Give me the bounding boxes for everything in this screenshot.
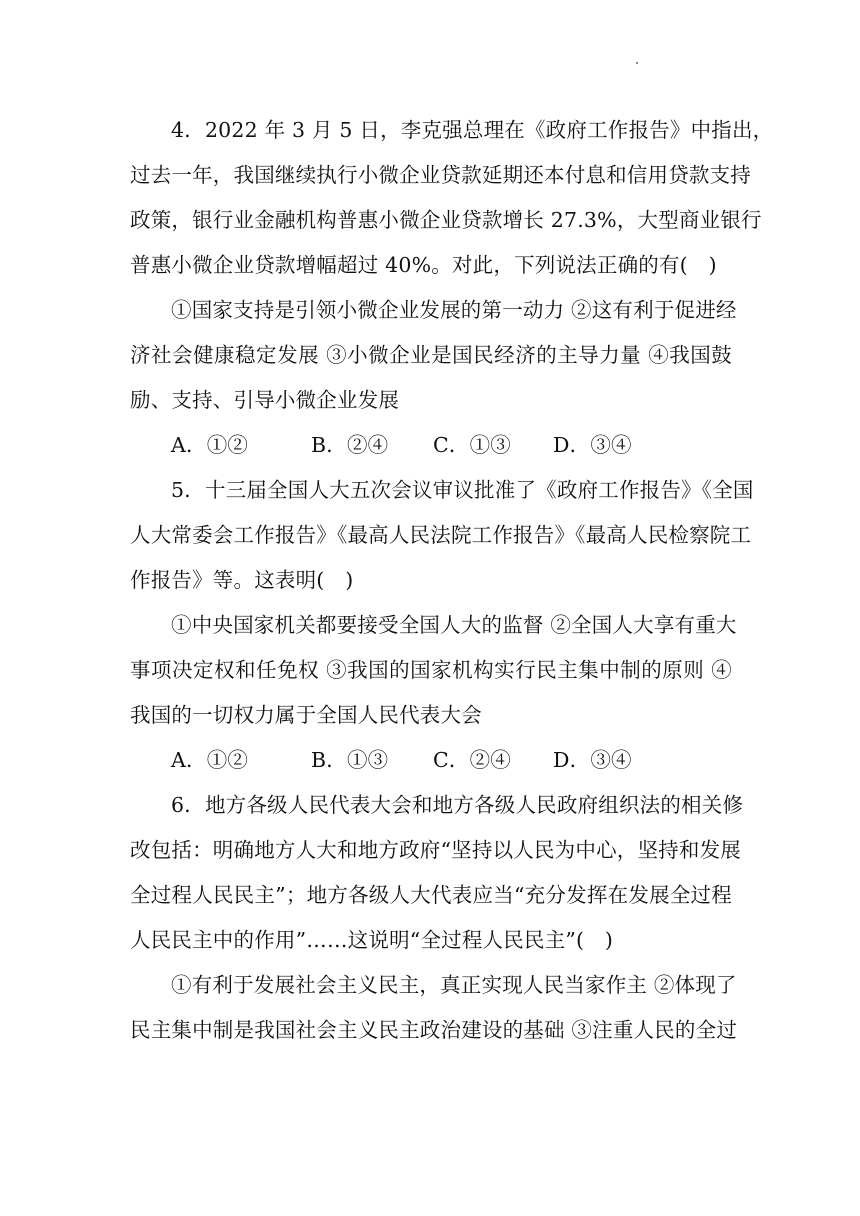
question-4-options <box>130 423 732 468</box>
question-6-stem-line-1: 6．地方各级人民代表大会和地方各级人民政府组织法的相关修 <box>171 793 744 817</box>
question-4-stem-line-1: 4．2022 年 3 月 5 日，李克强总理在《政府工作报告》中指出， <box>171 118 774 142</box>
question-5-statement-line-3: 我国的一切权力属于全国人民代表大会 <box>130 703 482 727</box>
question-5 <box>130 468 754 783</box>
question-6-stem-line-2: 改包括：明确地方人大和地方政府“坚持以人民为中心，坚持和发展 <box>130 838 741 862</box>
question-6-statement-line-2: 民主集中制是我国社会主义民主政治建设的基础 ③注重人民的全过 <box>130 1018 738 1042</box>
question-6 <box>130 783 744 1053</box>
question-4-stem-line-4: 普惠小微企业贷款增幅超过 40%。对此，下列说法正确的有( ) <box>130 253 717 277</box>
document-body <box>130 108 774 1053</box>
question-5-option-d[interactable]: D．③④ <box>553 748 632 772</box>
question-4-statement-line-3: 励、支持、引导小微企业发展 <box>130 388 400 412</box>
question-6-stem-line-3: 全过程人民民主”；地方各级人大代表应当“充分发挥在发展全过程 <box>130 883 732 907</box>
question-4-statement-line-2: 济社会健康稳定发展 ③小微企业是国民经济的主导力量 ④我国鼓 <box>130 343 732 367</box>
question-5-options <box>130 738 732 783</box>
question-6-stem-line-4: 人民民主中的作用”……这说明“全过程人民民主”( ) <box>130 928 614 952</box>
question-5-stem-line-1: 5．十三届全国人大五次会议审议批准了《政府工作报告》《全国 <box>171 478 754 502</box>
question-5-statement-line-2: 事项决定权和任免权 ③我国的国家机构实行民主集中制的原则 ④ <box>130 658 732 682</box>
question-5-stem-line-2: 人大常委会工作报告》《最高人民法院工作报告》《最高人民检察院工 <box>130 523 752 547</box>
question-4-option-a[interactable]: A．①② <box>171 433 249 457</box>
question-4-statement-line-1: ①国家支持是引领小微企业发展的第一动力 ②这有利于促进经 <box>171 298 737 322</box>
question-4-option-c[interactable]: C．①③ <box>433 433 511 457</box>
page-mark-dot <box>636 62 638 64</box>
question-4-option-b[interactable]: B．②④ <box>311 433 389 457</box>
question-5-option-a[interactable]: A．①② <box>171 748 249 772</box>
question-4 <box>130 108 774 468</box>
question-5-option-c[interactable]: C．②④ <box>433 748 511 772</box>
question-6-statement-line-1: ①有利于发展社会主义民主，真正实现人民当家作主 ②体现了 <box>171 973 737 997</box>
question-4-option-d[interactable]: D．③④ <box>553 433 632 457</box>
question-5-stem-line-3: 作报告》等。这表明( ) <box>130 568 354 592</box>
question-4-stem-line-3: 政策，银行业金融机构普惠小微企业贷款增长 27.3%，大型商业银行 <box>130 208 762 232</box>
question-5-statement-line-1: ①中央国家机关都要接受全国人大的监督 ②全国人大享有重大 <box>171 613 737 637</box>
question-4-stem-line-2: 过去一年，我国继续执行小微企业贷款延期还本付息和信用贷款支持 <box>130 163 751 187</box>
question-5-option-b[interactable]: B．①③ <box>311 748 389 772</box>
